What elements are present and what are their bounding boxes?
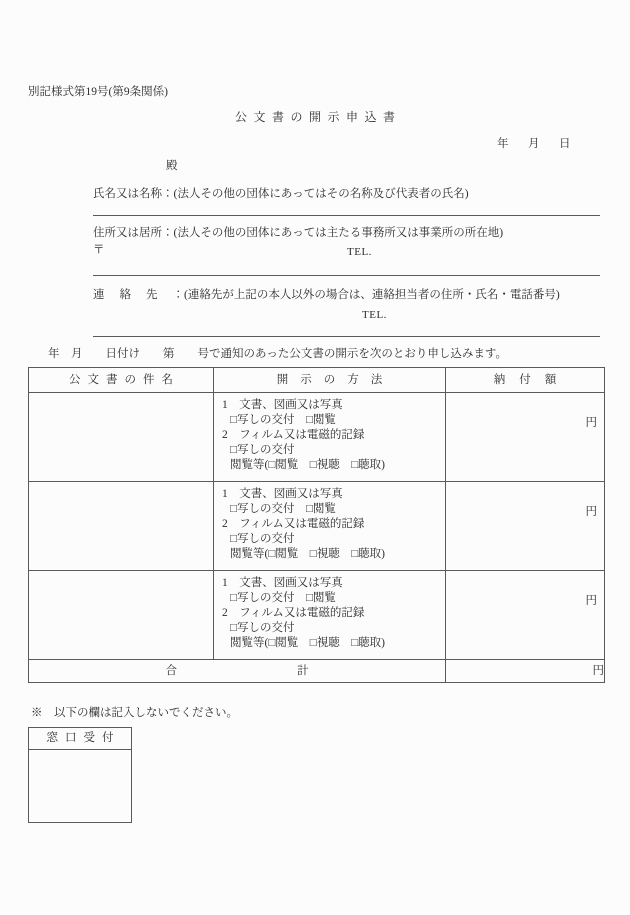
table-row	[29, 393, 605, 482]
total-label-right: 計	[297, 664, 309, 677]
payment-amount-cell	[446, 393, 605, 482]
method-option-line: □写しの交付	[230, 443, 295, 456]
total-row	[29, 660, 605, 683]
table-row	[29, 571, 605, 660]
total-amount-cell	[446, 660, 605, 683]
document-name-cell	[29, 571, 214, 660]
method-option-line: 1 文書、図画又は写真	[222, 488, 343, 500]
method-option-line: 1 文書、図画又は写真	[222, 399, 343, 411]
currency-unit-label: 円	[585, 506, 597, 518]
method-option-line: 2 フィルム又は電磁的記録	[222, 517, 365, 530]
reception-box-title: 窓口受付	[29, 728, 131, 750]
payment-amount-cell	[446, 482, 605, 571]
tel-label: TEL.	[347, 246, 372, 258]
contact-label	[93, 288, 560, 302]
document-name-cell	[29, 482, 214, 571]
tel-label: TEL.	[362, 309, 387, 321]
disclosure-method-cell	[214, 393, 446, 482]
date-blank-line: 年 月 日	[497, 138, 575, 150]
total-label-left: 合	[165, 664, 177, 677]
request-sentence: 年 月 日付け 第 号で通知のあった公文書の開示を次のとおり申し込みます。	[48, 348, 507, 360]
rule-line	[93, 215, 600, 216]
form-number-label: 別記様式第19号(第9条関係)	[28, 86, 168, 98]
method-option-line: □写しの交付	[230, 621, 295, 634]
total-label-cell	[29, 660, 446, 683]
rule-line	[93, 275, 600, 276]
method-option-line: □写しの交付 □閲覧	[230, 591, 336, 604]
table-header-row	[29, 368, 605, 393]
currency-unit-label: 円	[592, 664, 604, 677]
rule-line	[93, 336, 600, 337]
table-row	[29, 482, 605, 571]
reception-box	[28, 727, 132, 823]
document-name-cell	[29, 393, 214, 482]
disclosure-table	[28, 367, 605, 683]
contact-label-body: ：(連絡先が上記の本人以外の場合は、連絡担当者の住所・氏名・電話番号)	[172, 289, 560, 301]
disclosure-method-cell	[214, 482, 446, 571]
method-option-line: 閲覧等(□閲覧 □視聴 □聴取)	[230, 636, 385, 649]
method-option-line: 2 フィルム又は電磁的記録	[222, 428, 365, 441]
applicant-name-label: 氏名又は名称：(法人その他の団体にあってはその名称及び代表者の氏名)	[93, 188, 469, 200]
postal-mark: 〒	[93, 244, 105, 256]
currency-unit-label: 円	[585, 595, 597, 607]
applicant-address-label: 住所又は居所：(法人その他の団体にあっては主たる事務所又は事業所の所在地)	[93, 227, 504, 239]
method-option-line: □写しの交付 □閲覧	[230, 502, 336, 515]
method-option-line: □写しの交付	[230, 532, 295, 545]
document-title: 公文書の開示申込書	[234, 110, 402, 124]
column-header-payment-amount: 納付額	[446, 368, 605, 393]
method-option-line: 閲覧等(□閲覧 □視聴 □聴取)	[230, 547, 385, 560]
addressee-honorific: 殿	[166, 160, 178, 172]
method-option-line: 閲覧等(□閲覧 □視聴 □聴取)	[230, 458, 385, 471]
disclosure-method-cell	[214, 571, 446, 660]
currency-unit-label: 円	[585, 417, 597, 429]
method-option-line: □写しの交付 □閲覧	[230, 413, 336, 426]
fill-instruction-note: ※ 以下の欄は記入しないでください。	[31, 707, 238, 719]
method-option-line: 2 フィルム又は電磁的記録	[222, 606, 365, 619]
column-header-disclosure-method: 開示の方法	[214, 368, 446, 393]
column-header-document-name: 公文書の件名	[29, 368, 214, 393]
method-option-line: 1 文書、図画又は写真	[222, 577, 343, 589]
contact-label-head: 連絡先	[93, 289, 173, 301]
payment-amount-cell	[446, 571, 605, 660]
